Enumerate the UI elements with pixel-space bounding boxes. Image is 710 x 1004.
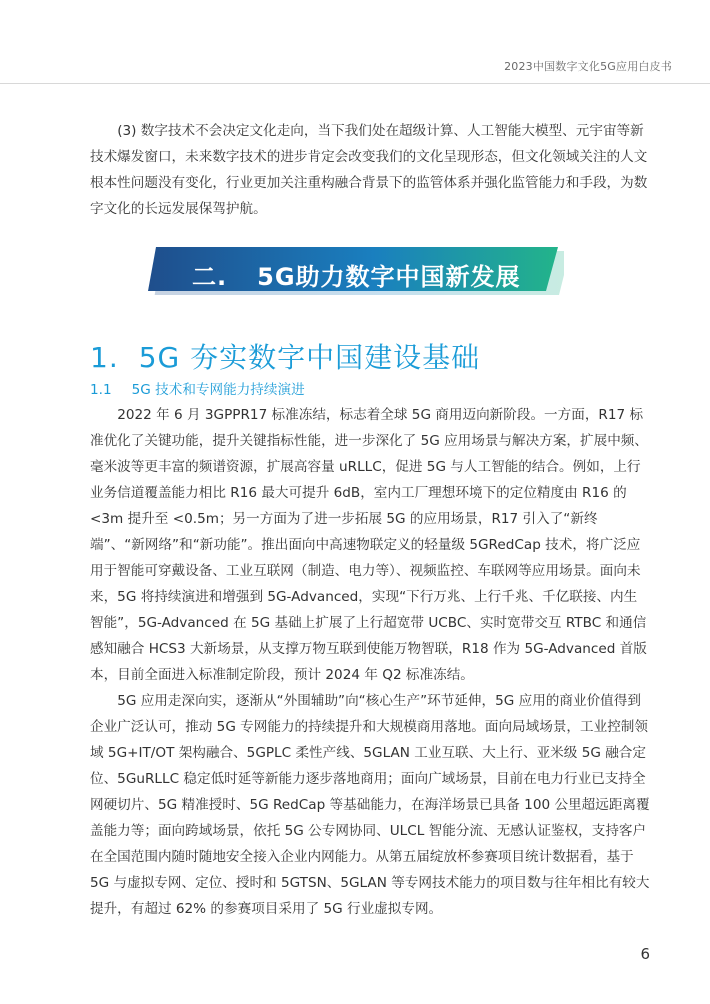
intro-paragraph: (3) 数字技术不会决定文化走向，当下我们处在超级计算、人工智能大模型、元宇宙等新技术爆发窗口，未来数字技术的进步肯定会改变我们的文化呈现形态，但文化领域关注的人文根本性问题没有变化，行业更加关注重构融合背景下的监管体系并强化监管能力和手段，为数字文化的长远发展保驾护航。 — [90, 123, 648, 217]
subsection-heading — [90, 378, 305, 398]
subsection-title: 5G 技术和专网能力持续演进 — [131, 382, 305, 398]
body-paragraph-2: 5G 应用走深向实，逐渐从“外围辅助”向“核心生产”环节延伸，5G 应用的商业价值得到企业广泛认可，推动 5G 专网能力的持续提升和大规模商用落地。面向局域场景，工业控制领域 5G+IT/OT 架构融合、5GPLC 柔性产线、5GLAN 工业互联、大上行、亚米级 5G 融合定位、5GuRLLC 稳定低时延等新能力逐步落地商用；面向广域场景，目前在电力行业已支持全网硬切片、5G 精准授时、5G RedCap 等基础能力，在海洋场景已具备 100 公里超远距离覆盖能力等；面向跨域场景，依托 5G 公专网协同、ULCL 智能分流、无感认证鉴权，支持客户在全国范围内随时随地安全接入企业内网能力。从第五届绽放杯参赛项目统计数据看，基于 5G 与虚拟专网、定位、授时和 5GTSN、5GLAN 等专网技术能力的项目数与往年相比有较大提升，有超过 62% 的参赛项目采用了 5G 行业虚拟专网。 — [90, 693, 650, 917]
chapter-banner — [148, 247, 564, 295]
body-text — [90, 402, 650, 922]
chapter-heading — [192, 257, 521, 292]
chapter-title: 5G助力数字中国新发展 — [257, 263, 521, 291]
page-number: 6 — [640, 945, 650, 963]
intro-paragraph-block — [90, 118, 650, 222]
running-header: 2023中国数字文化5G应用白皮书 — [504, 60, 672, 73]
section-number: 1. — [90, 341, 119, 374]
body-paragraph-1: 2022 年 6 月 3GPPR17 标准冻结，标志着全球 5G 商用迈向新阶段。一方面，R17 标准优化了关键功能，提升关键指标性能，进一步深化了 5G 应用场景与解决方案，扩展中频、毫米波等更丰富的频谱资源，扩展高容量 uRLLC，促进 5G 与人工智能的结合。例如，上行业务信道覆盖能力相比 R16 最大可提升 6dB，室内工厂理想环境下的定位精度由 R16 的 <3m 提升至 <0.5m；另一方面为了进一步拓展 5G 的应用场景，R17 引入了“新终端”、“新网络”和“新功能”。推出面向中高速物联定义的轻量级 5GRedCap 技术，将广泛应用于智能可穿戴设备、工业互联网（制造、电力等）、视频监控、车联网等应用场景。面向未来，5G 将持续演进和增强到 5G-Advanced，实现“下行万兆、上行千兆、千亿联接、内生智能”，5G-Advanced 在 5G 基础上扩展了上行超宽带 UCBC、实时宽带交互 RTBC 和通信感知融合 HCS3 大新场景，从支撑万物互联到使能万物智联，R18 作为 5G-Advanced 首版本，目前全面进入标准制定阶段，预计 2024 年 Q2 标准冻结。 — [90, 407, 648, 683]
section-heading — [90, 336, 480, 376]
header-divider — [0, 83, 710, 84]
subsection-number: 1.1 — [90, 382, 112, 398]
section-title: 5G 夯实数字中国建设基础 — [138, 341, 481, 374]
chapter-number: 二. — [192, 263, 228, 291]
